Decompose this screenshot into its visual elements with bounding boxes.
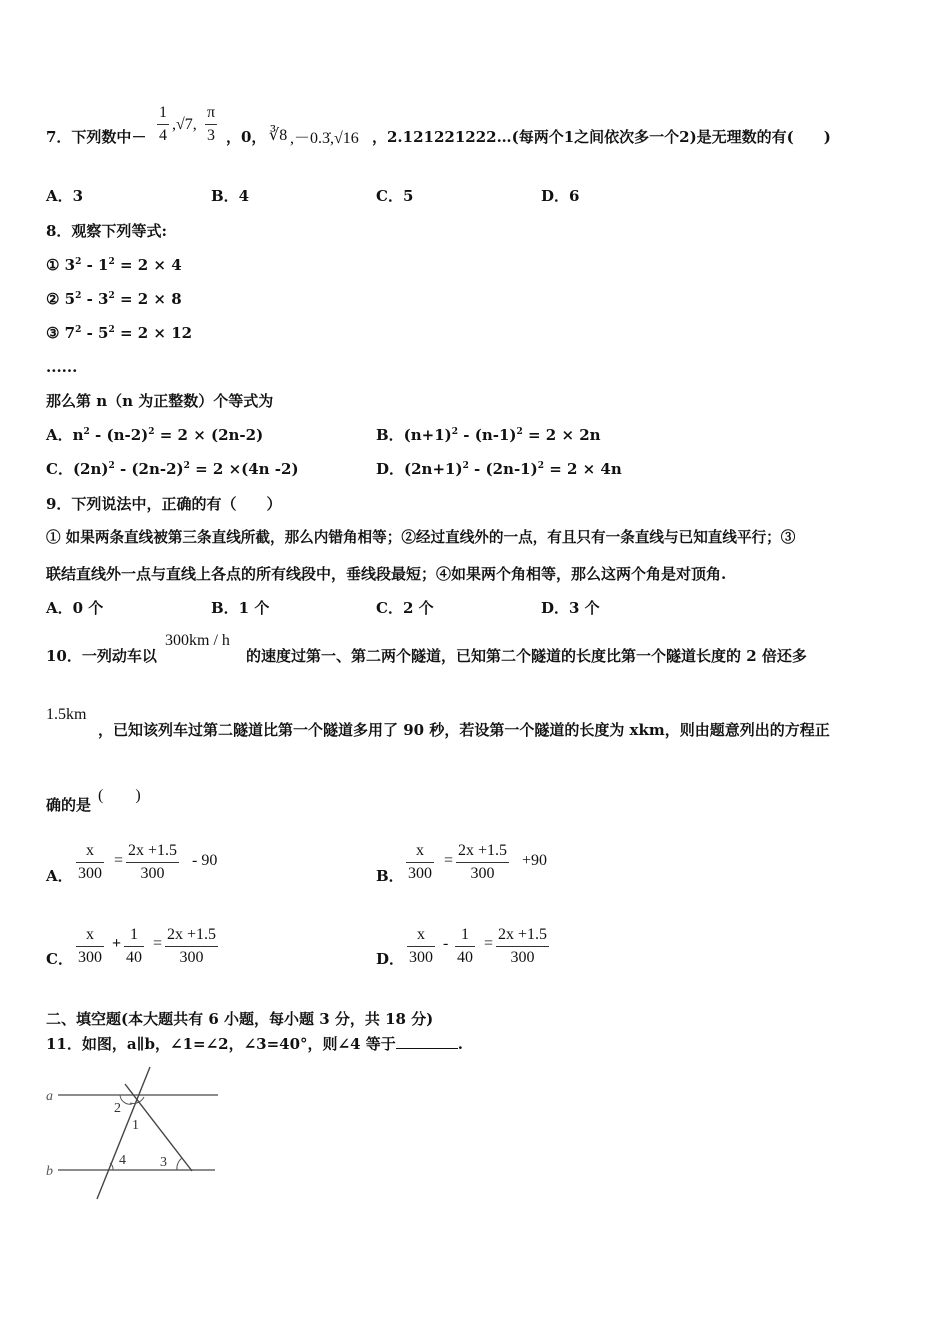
q10-option-b-label[interactable]: B． — [376, 867, 404, 885]
q10-b-frac-left: $\frac{x}{300}$ — [408, 842, 432, 882]
q7-frac1-denominator: 4 — [159, 127, 167, 144]
q10-speed: 300km / h — [165, 632, 230, 649]
q8-equation-3: ③ $7^2 - 5^2 = 2 \times 12$ — [46, 324, 193, 342]
q10-a-equals: = — [114, 852, 124, 869]
q10-stem-part-2: ，已知该列车过第二隧道比第一个隧道多用了 90 秒，若设第一个隧道的长度为 xkm，则由题意列出的方程正 — [98, 721, 830, 739]
q7-number: 7．下列数中－ — [46, 128, 147, 146]
q9-option-b[interactable]: B．1 个 — [211, 599, 270, 617]
label-b: b — [46, 1164, 53, 1179]
angle-3-arc — [177, 1158, 182, 1170]
section-2-heading: 二、填空题(本大题共有 6 小题，每小题 3 分，共 18 分) — [46, 1010, 434, 1028]
q8-option-b[interactable]: B．$(n+1)^2 - (n-1)^2 = 2 \times 2n$ — [376, 426, 601, 444]
q11-stem: 11．如图，a∥b，∠1=∠2，∠3=40°，则∠4 等于 . — [46, 1035, 464, 1053]
q7-sqrt7: ,√7, — [172, 116, 197, 133]
q10-number: 10．一列动车以 — [46, 647, 157, 665]
q7-stem — [46, 127, 146, 147]
q11-answer-blank[interactable] — [396, 1034, 458, 1049]
q7-option-a[interactable]: A．3 — [46, 187, 84, 205]
q9-option-a[interactable]: A．0 个 — [46, 599, 104, 617]
q10-d-minus: - — [443, 935, 449, 952]
q10-c-plus: + — [112, 935, 122, 952]
q10-c-frac-3: $\frac{2x +1.5}{300}$ — [167, 926, 217, 966]
q10-d-frac-1: $\frac{x}{300}$ — [409, 926, 433, 966]
q10-extra-length: 1.5km — [46, 706, 87, 723]
q8-option-d[interactable]: D．$(2n+1)^2 - (2n-1)^2 = 2 \times 4n$ — [376, 460, 622, 478]
q9-stem: 9．下列说法中，正确的有（ ） — [46, 495, 282, 513]
q8-option-a[interactable]: A．$n^2 - (n-2)^2 = 2 \times (2n-2)$ — [46, 426, 264, 444]
q10-c-frac-2: $\frac{1}{40}$ — [126, 926, 142, 966]
transversal-left — [97, 1067, 150, 1199]
q8-question: 那么第 n（n 为正整数）个等式为 — [46, 392, 274, 410]
q7-option-d[interactable]: D．6 — [541, 187, 580, 205]
q10-b-plus-90: +90 — [522, 852, 548, 869]
q11-parallel-lines-figure — [40, 1062, 230, 1202]
q8-ellipsis: ...... — [46, 358, 78, 376]
q9-option-d[interactable]: D．3 个 — [541, 599, 600, 617]
q7-frac2-numerator: π — [205, 102, 217, 125]
label-angle-2: 2 — [114, 1101, 121, 1116]
q10-a-minus-90: - 90 — [192, 852, 218, 869]
q9-statements-line-2: 联结直线外一点与直线上各点的所有线段中，垂线段最短；④如果两个角相等，那么这两个角是对顶角. — [46, 565, 727, 583]
q7-fraction-one-quarter — [157, 102, 169, 147]
q10-a-frac-left: $\frac{x}{300}$ — [78, 842, 102, 882]
q7-frac2-denominator: 3 — [207, 127, 216, 144]
q10-option-a-label[interactable]: A． — [46, 867, 73, 885]
q10-d-equals: = — [484, 935, 494, 952]
q10-answer-paren: ( ) — [98, 787, 141, 804]
q10-d-frac-2: $\frac{1}{40}$ — [457, 926, 473, 966]
q7-option-c[interactable]: C．5 — [376, 187, 414, 205]
q10-b-equals: = — [444, 852, 454, 869]
q7-tail: ，2.121221222…(每两个1之间依次多一个2)是无理数的有( ) — [372, 128, 831, 146]
q10-stem-part-3: 确的是 — [46, 796, 92, 814]
q10-c-equals: = — [153, 935, 163, 952]
label-a: a — [46, 1089, 53, 1104]
q7-cube-root-8: ∛8 — [269, 127, 288, 144]
q8-option-c[interactable]: C．$(2n)^2 - (2n-2)^2 = 2 \times(4n$ -2) — [46, 460, 299, 478]
q9-option-c[interactable]: C．2 个 — [376, 599, 434, 617]
q10-option-c-label[interactable]: C． — [46, 950, 73, 968]
q7-comma-zero: ，0， — [226, 128, 267, 146]
q8-equation-2: ② $5^2 - 3^2 = 2 \times 8$ — [46, 290, 182, 308]
label-angle-3: 3 — [160, 1155, 167, 1170]
q7-fraction-pi-third — [205, 102, 217, 147]
label-angle-4: 4 — [119, 1153, 126, 1168]
q9-statements-line-1: ① 如果两条直线被第三条直线所截，那么内错角相等；②经过直线外的一点，有且只有一条直线与已知直线平行；③ — [46, 529, 796, 546]
q10-option-d-label[interactable]: D． — [376, 950, 405, 968]
q7-option-b[interactable]: B．4 — [211, 187, 250, 205]
q10-d-frac-3: $\frac{2x +1.5}{300}$ — [498, 926, 548, 966]
q8-stem: 8．观察下列等式: — [46, 222, 167, 240]
q10-stem-part-1: 的速度过第一、第二两个隧道，已知第二个隧道的长度比第一个隧道长度的 2 倍还多 — [246, 647, 807, 665]
q7-frac1-numerator: 1 — [157, 102, 169, 125]
q10-b-frac-right: $\frac{2x +1.5}{300}$ — [458, 842, 508, 882]
q10-a-frac-right: $\frac{2x +1.5}{300}$ — [128, 842, 178, 882]
q10-c-frac-1: $\frac{x}{300}$ — [78, 926, 102, 966]
q7-middle-terms: ,－0.3̇,√16 — [290, 130, 359, 147]
label-angle-1: 1 — [132, 1118, 139, 1133]
q8-equation-1: ① $3^2 - 1^2 = 2 \times 4$ — [46, 256, 182, 274]
